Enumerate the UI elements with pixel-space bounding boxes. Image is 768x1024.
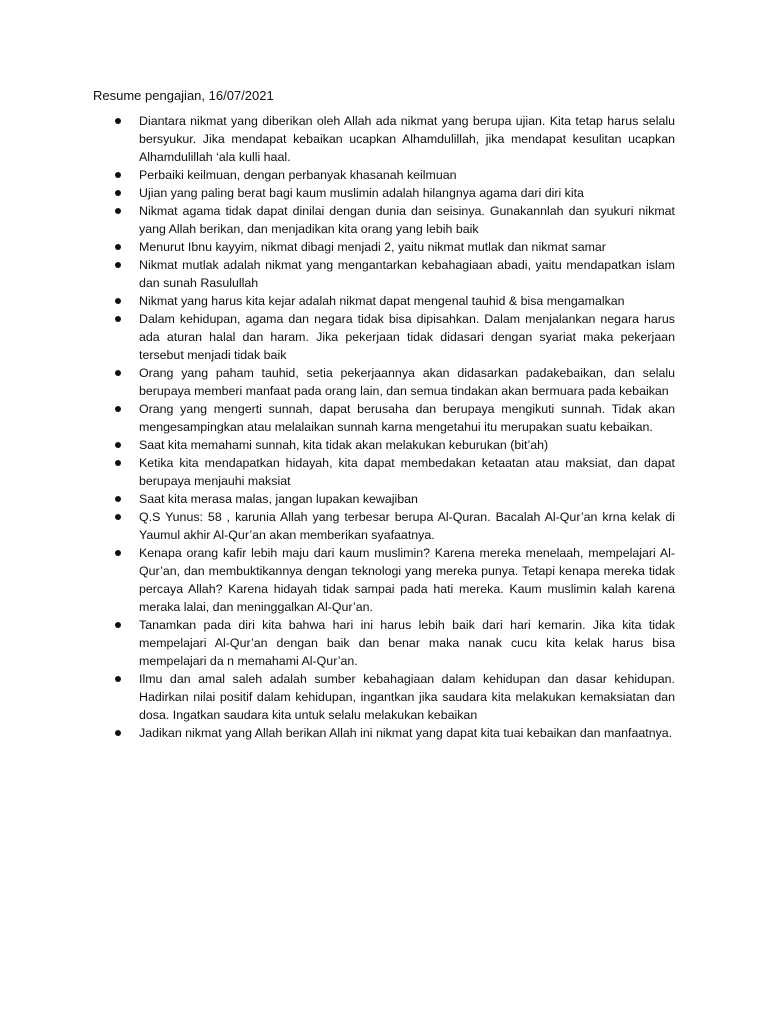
bullet-icon <box>115 496 121 502</box>
bullet-icon <box>115 262 121 268</box>
bullet-icon <box>115 316 121 322</box>
list-item <box>115 724 675 742</box>
bullet-icon <box>115 190 121 196</box>
list-item-text: Dalam kehidupan, agama dan negara tidak bisa dipisahkan. Dalam menjalankan negara harus ada aturan halal dan haram. Jika pekerjaan tidak didasari dengan syariat maka pekerjaan tersebut menjadi tidak baik <box>139 312 675 362</box>
list-item <box>115 256 675 292</box>
list-item <box>115 400 675 436</box>
bullet-icon <box>115 118 121 124</box>
bullet-icon <box>115 244 121 250</box>
bullet-icon <box>115 172 121 178</box>
list-item <box>115 292 675 310</box>
bullet-icon <box>115 298 121 304</box>
list-item <box>115 184 675 202</box>
list-item <box>115 616 675 670</box>
list-item <box>115 202 675 238</box>
list-item <box>115 310 675 364</box>
list-item <box>115 508 675 544</box>
bullet-icon <box>115 676 121 682</box>
list-item-text: Menurut Ibnu kayyim, nikmat dibagi menjadi 2, yaitu nikmat mutlak dan nikmat samar <box>139 240 606 254</box>
list-item <box>115 112 675 166</box>
list-item <box>115 670 675 724</box>
bullet-list <box>115 112 675 742</box>
list-item-text: Ujian yang paling berat bagi kaum muslimin adalah hilangnya agama dari diri kita <box>139 186 584 200</box>
bullet-icon <box>115 406 121 412</box>
list-item-text: Nikmat agama tidak dapat dinilai dengan dunia dan seisinya. Gunakannlah dan syukuri nikmat yang Allah berikan, dan menjadikan kita orang yang lebih baik <box>139 204 675 236</box>
list-item-text: Jadikan nikmat yang Allah berikan Allah ini nikmat yang dapat kita tuai kebaikan dan manfaatnya. <box>139 726 673 740</box>
document-title: Resume pengajian, 16/07/2021 <box>93 88 274 103</box>
list-item-text: Q.S Yunus: 58 , karunia Allah yang terbesar berupa Al-Quran. Bacalah Al-Qur’an krna kelak di Yaumul akhir Al-Qur’an akan memberikan syafaatnya. <box>139 510 675 542</box>
list-item <box>115 436 675 454</box>
list-item-text: Perbaiki keilmuan, dengan perbanyak khasanah keilmuan <box>139 168 457 182</box>
list-item-text: Kenapa orang kafir lebih maju dari kaum muslimin? Karena mereka menelaah, mempelajari Al-Qur’an, dan membuktikannya dengan teknologi yang mereka punya. Tetapi kenapa mereka tidak percaya Allah? Karena hidayah tidak sampai pada hati mereka. Kaum muslimin kalah karena meraka lalai, dan meninggalkan Al-Qur’an. <box>139 546 675 614</box>
bullet-icon <box>115 514 121 520</box>
bullet-icon <box>115 370 121 376</box>
bullet-icon <box>115 442 121 448</box>
list-item-text: Tanamkan pada diri kita bahwa hari ini harus lebih baik dari hari kemarin. Jika kita tidak mempelajari Al-Qur’an dengan baik dan benar maka nanak cucu kita kelak harus bisa mempelajari da n memahami Al-Qur’an. <box>139 618 675 668</box>
list-item-text: Saat kita memahami sunnah, kita tidak akan melakukan keburukan (bit’ah) <box>139 438 549 452</box>
list-item-text: Ketika kita mendapatkan hidayah, kita dapat membedakan ketaatan atau maksiat, dan dapat berupaya menjauhi maksiat <box>139 456 675 488</box>
list-item-text: Ilmu dan amal saleh adalah sumber kebahagiaan dalam kehidupan dan dasar kehidupan. Hadirkan nilai positif dalam kehidupan, ingantkan jika saudara kita melakukan kemaksiatan dan dosa. Ingatkan saudara kita untuk selalu melakukan kebaikan <box>139 672 675 722</box>
bullet-icon <box>115 460 121 466</box>
list-item-text: Orang yang mengerti sunnah, dapat berusaha dan berupaya mengikuti sunnah. Tidak akan mengesampingkan atau melalaikan sunnah karna mengetahui itu merupakan suatu kebaikan. <box>139 402 675 434</box>
list-item <box>115 544 675 616</box>
bullet-icon <box>115 622 121 628</box>
list-item <box>115 364 675 400</box>
list-item-text: Diantara nikmat yang diberikan oleh Allah ada nikmat yang berupa ujian. Kita tetap harus selalu bersyukur. Jika mendapat kebaikan ucapkan Alhamdulillah, jika mendapat kesulitan ucapkan Alhamdulillah ‘ala kulli haal. <box>139 114 675 164</box>
list-item-text: Nikmat yang harus kita kejar adalah nikmat dapat mengenal tauhid & bisa mengamalkan <box>139 294 625 308</box>
bullet-icon <box>115 730 121 736</box>
list-item <box>115 238 675 256</box>
list-item <box>115 454 675 490</box>
list-item <box>115 166 675 184</box>
list-item-text: Nikmat mutlak adalah nikmat yang mengantarkan kebahagiaan abadi, yaitu mendapatkan islam dan sunah Rasulullah <box>139 258 675 290</box>
list-item-text: Orang yang paham tauhid, setia pekerjaannya akan didasarkan padakebaikan, dan selalu berupaya memberi manfaat pada orang lain, dan semua tindakan akan bermuara pada kebaikan <box>139 366 675 398</box>
bullet-icon <box>115 208 121 214</box>
bullet-icon <box>115 550 121 556</box>
list-item <box>115 490 675 508</box>
list-item-text: Saat kita merasa malas, jangan lupakan kewajiban <box>139 492 418 506</box>
